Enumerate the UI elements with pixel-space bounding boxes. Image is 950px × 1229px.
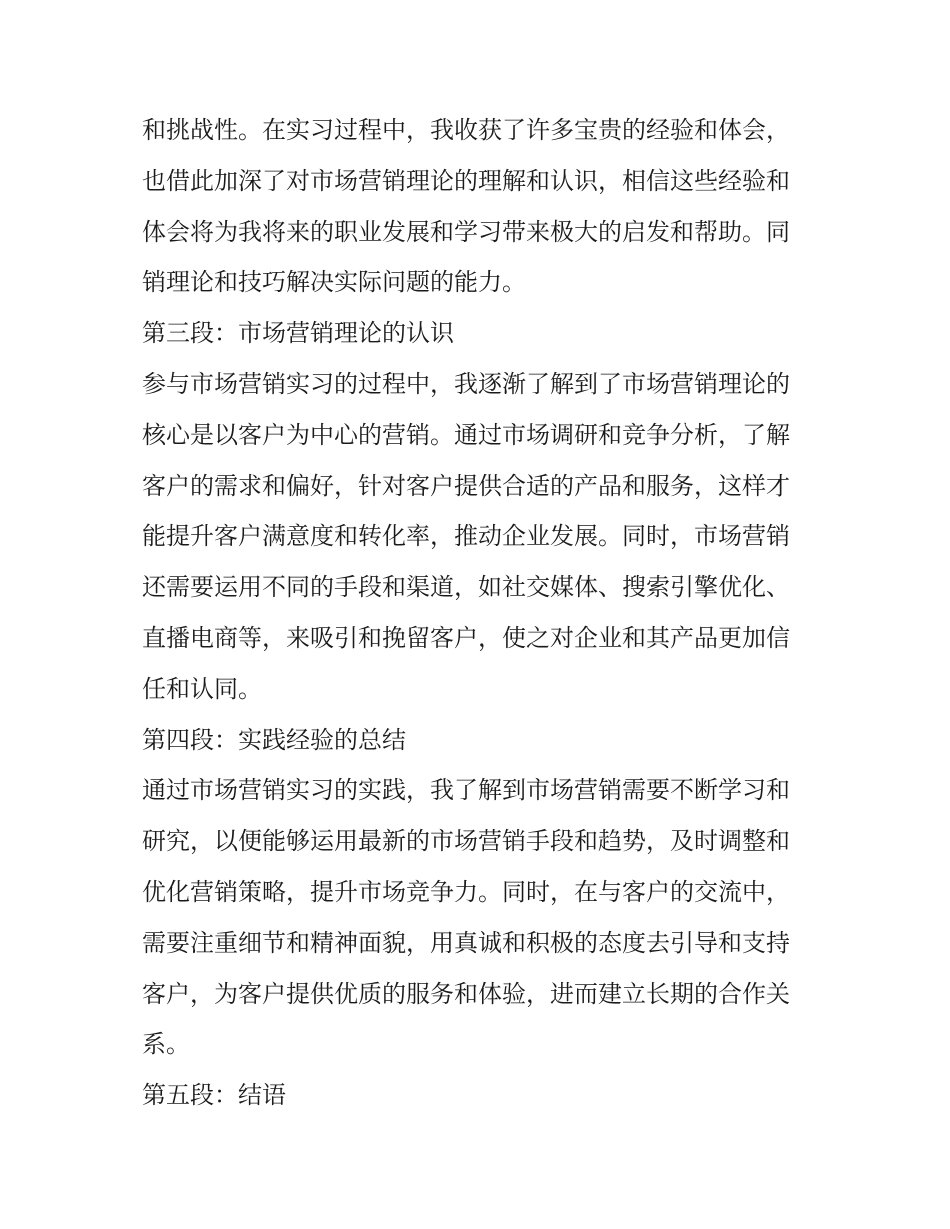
text-line: 能提升客户满意度和转化率，推动企业发展。同时，市场营销 (142, 522, 790, 551)
text-line: 还需要运用不同的手段和渠道，如社交媒体、搜索引擎优化、 (142, 573, 790, 602)
text-line: 直播电商等，来吸引和挽留客户，使之对企业和其产品更加信 (142, 623, 790, 652)
text-line: 体会将为我将来的职业发展和学习带来极大的启发和帮助。同 (142, 217, 790, 246)
text-line: 优化营销策略，提升市场竞争力。同时，在与客户的交流中， (142, 877, 790, 906)
text-line: 系。 (142, 1030, 190, 1059)
document-body (142, 105, 822, 1121)
paragraph-section-3 (142, 359, 822, 715)
text-line: 需要注重细节和精神面貌，用真诚和积极的态度去引导和支持 (142, 928, 790, 957)
section-heading-4: 第四段：实践经验的总结 (142, 725, 406, 754)
text-line: 和挑战性。在实习过程中，我收获了许多宝贵的经验和体会， (142, 116, 790, 144)
text-line: 核心是以客户为中心的营销。通过市场调研和竞争分析，了解 (142, 420, 790, 449)
text-line: 客户的需求和偏好，针对客户提供合适的产品和服务，这样才 (142, 471, 790, 500)
text-line: 通过市场营销实习的实践，我了解到市场营销需要不断学习和 (142, 776, 790, 805)
text-line: 客户，为客户提供优质的服务和体验，进而建立长期的合作关 (142, 979, 790, 1008)
text-line: 任和认同。 (142, 674, 262, 703)
text-line: 销理论和技巧解决实际问题的能力。 (142, 268, 526, 297)
paragraph-continuation (142, 105, 822, 308)
text-line: 参与市场营销实习的过程中，我逐渐了解到了市场营销理论的 (142, 369, 790, 398)
section-heading-3: 第三段：市场营销理论的认识 (142, 319, 454, 348)
paragraph-section-4 (142, 765, 822, 1070)
text-line: 也借此加深了对市场营销理论的理解和认识，相信这些经验和 (142, 166, 790, 195)
text-line: 研究，以便能够运用最新的市场营销手段和趋势，及时调整和 (142, 827, 790, 856)
section-heading-5: 第五段：结语 (142, 1081, 286, 1110)
